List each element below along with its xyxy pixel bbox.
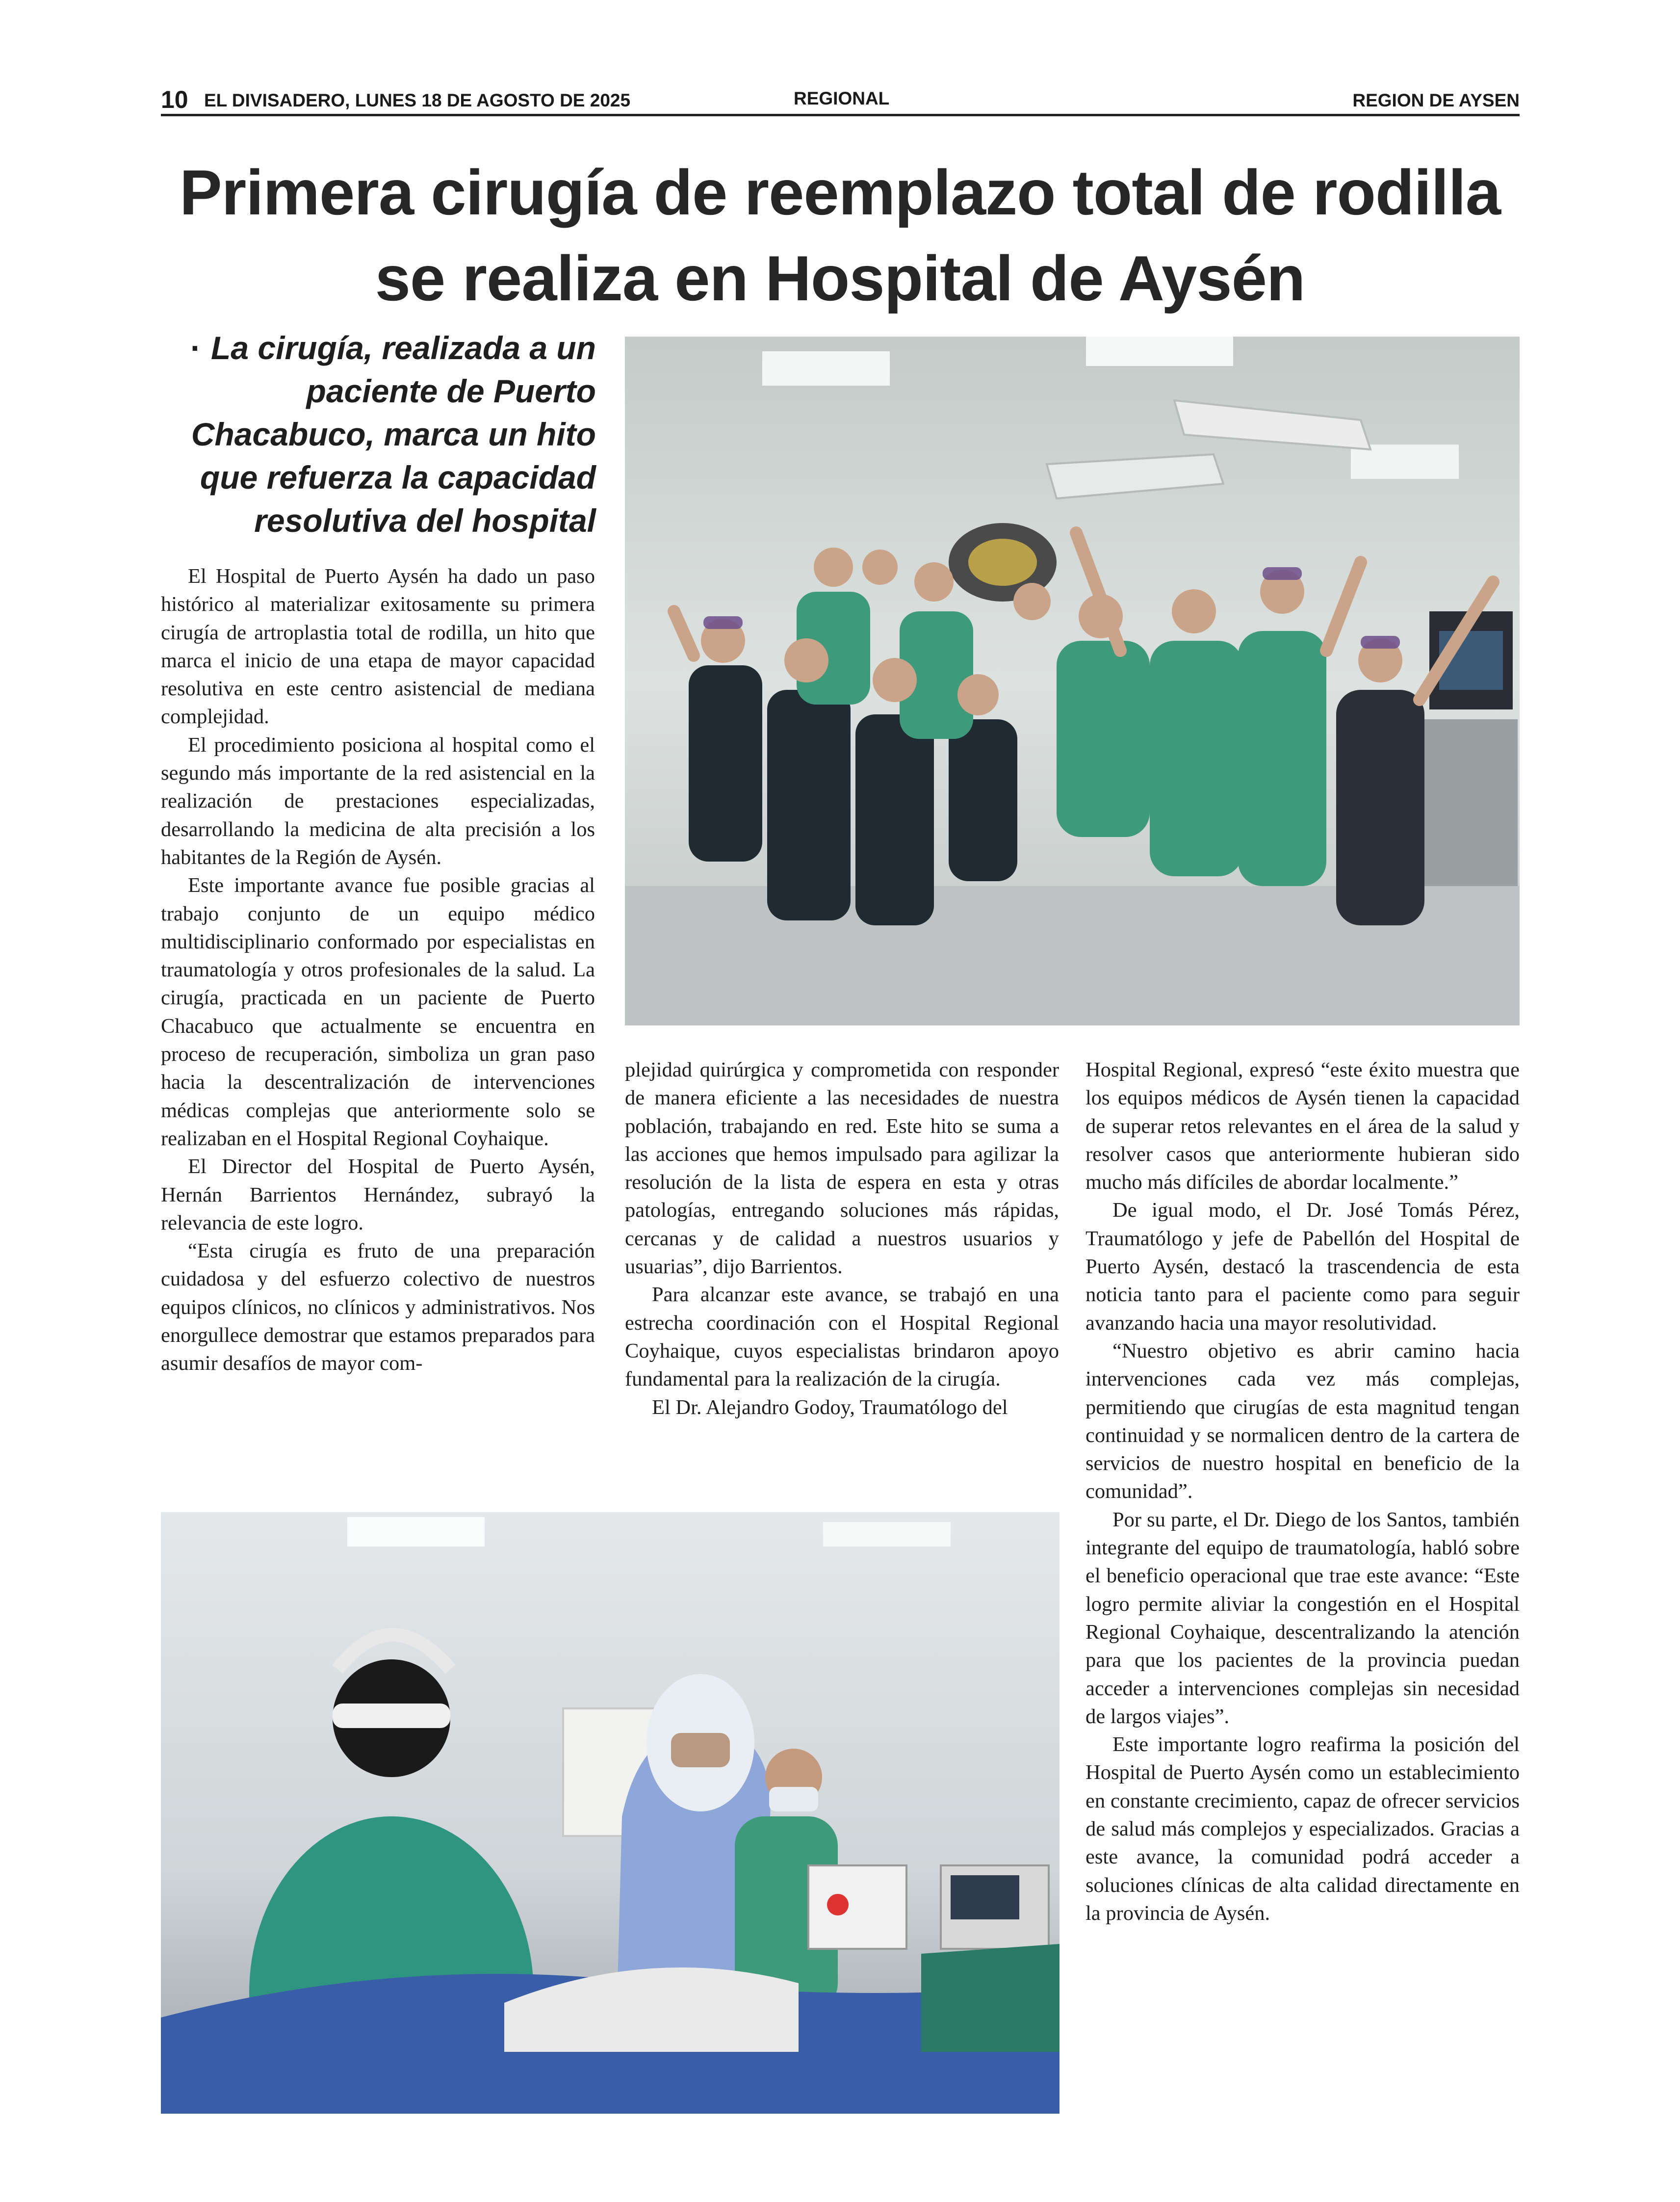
page-number: 10 bbox=[161, 86, 188, 113]
paragraph: Para alcanzar este avance, se trabajó en una estrecha coordinación con el Hospital Regional Coyhaique, cuyos especialistas brindaron apoyo fundamental para la realización de la cirugía. bbox=[625, 1283, 1059, 1391]
team-photo bbox=[625, 337, 1520, 1025]
paragraph: plejidad quirúrgica y comprometida con responder de manera eficiente a las necesidades de nuestra población, trabajando en red. Este hito se suma a las acciones que hemos impulsado para agilizar la resolución de la lista de espera en esta y otras patologías, entregando soluciones más rápidas, cercanas y de calidad a nuestros usuarios y usuarias”, dijo Barrientos. bbox=[625, 1058, 1059, 1279]
surgery-photo bbox=[161, 1512, 1060, 2114]
headline-line-1: Primera cirugía de reemplazo total de rodilla bbox=[179, 157, 1501, 228]
article-column-2 bbox=[625, 1056, 1059, 1421]
article-column-1 bbox=[161, 562, 595, 1378]
paragraph: El procedimiento posiciona al hospital como el segundo más importante de la red asistencial en la realización de prestaciones especializadas, desarrollando la medicina de alta precisión a los habitantes de la Región de Aysén. bbox=[161, 733, 595, 869]
paragraph: “Esta cirugía es fruto de una preparación cuidadosa y del esfuerzo colectivo de nuestros equipos clínicos, no clínicos y administrativos. Nos enorgullece demostrar que estamos preparados para asumir desafíos de mayor com- bbox=[161, 1239, 595, 1375]
region-label: REGION DE AYSEN bbox=[1352, 90, 1520, 110]
page-header bbox=[161, 84, 1520, 116]
article-column-3 bbox=[1086, 1056, 1520, 1927]
paragraph: El Director del Hospital de Puerto Aysén, Hernán Barrientos Hernández, subrayó la relevancia de este logro. bbox=[161, 1155, 595, 1234]
headline bbox=[147, 150, 1533, 321]
paragraph: Este importante avance fue posible gracias al trabajo conjunto de un equipo médico multidisciplinario conformado por especialistas en traumatología y otros profesionales de la salud. La cirugía, practicada en un paciente de Puerto Chacabuco que actualmente se encuentra en proceso de recuperación, simboliza un gran paso hacia la descentralización de intervenciones médicas complejas que anteriormente solo se realizaban en el Hospital Regional Coyhaique. bbox=[161, 874, 595, 1150]
bullet: · bbox=[190, 330, 202, 366]
paragraph: Este importante logro reafirma la posición del Hospital de Puerto Aysén como un establecimiento en constante crecimiento, capaz de ofrecer servicios de salud más complejos y especializados. Gracias a este avance, la comunidad podrá acceder a soluciones clínicas de alta calidad directamente en la provincia de Aysén. bbox=[1086, 1733, 1520, 1925]
paragraph: “Nuestro objetivo es abrir camino hacia intervenciones cada vez más complejas, permitiendo que cirugías de esta magnitud tengan continuidad y se normalicen dentro de la cartera de servicios de nuestro hospital en beneficio de la comunidad”. bbox=[1086, 1339, 1520, 1503]
paragraph: Por su parte, el Dr. Diego de los Santos, también integrante del equipo de traumatología, habló sobre el beneficio operacional que trae este avance: “Este logro permite aliviar la congestión en el Hospital Regional Coyhaique, descentralizando la atención para que los pacientes de la provincia puedan acceder a intervenciones complejas sin necesidad de largos viajes”. bbox=[1086, 1508, 1520, 1728]
paragraph: El Dr. Alejandro Godoy, Traumatólogo del bbox=[652, 1395, 1008, 1419]
section-label: REGIONAL bbox=[794, 88, 890, 108]
paragraph: De igual modo, el Dr. José Tomás Pérez, Traumatólogo y jefe de Pabellón del Hospital de Puerto Aysén, destacó la trascendencia de esta noticia tanto para el paciente como para seguir avanzando hacia una mayor resolutividad. bbox=[1086, 1199, 1520, 1335]
newspaper-date: EL DIVISADERO, LUNES 18 DE AGOSTO DE 2025 bbox=[204, 90, 631, 110]
subheadline bbox=[167, 326, 596, 542]
subheadline-text: La cirugía, realizada a un paciente de Puerto Chacabuco, marca un hito que refuerza la capacidad resolutiva del hospital bbox=[191, 330, 596, 539]
paragraph: El Hospital de Puerto Aysén ha dado un paso histórico al materializar exitosamente su primera cirugía de artroplastia total de rodilla, un hito que marca el inicio de una etapa de mayor capacidad resolutiva en este centro asistencial de mediana complejidad. bbox=[161, 565, 595, 729]
headline-line-2: se realiza en Hospital de Aysén bbox=[375, 242, 1305, 314]
paragraph: Hospital Regional, expresó “este éxito muestra que los equipos médicos de Aysén tienen la capacidad de superar retos relevantes en el área de la salud y resolver casos que anteriormente hubieran sido mucho más difíciles de abordar localmente.” bbox=[1086, 1058, 1520, 1194]
